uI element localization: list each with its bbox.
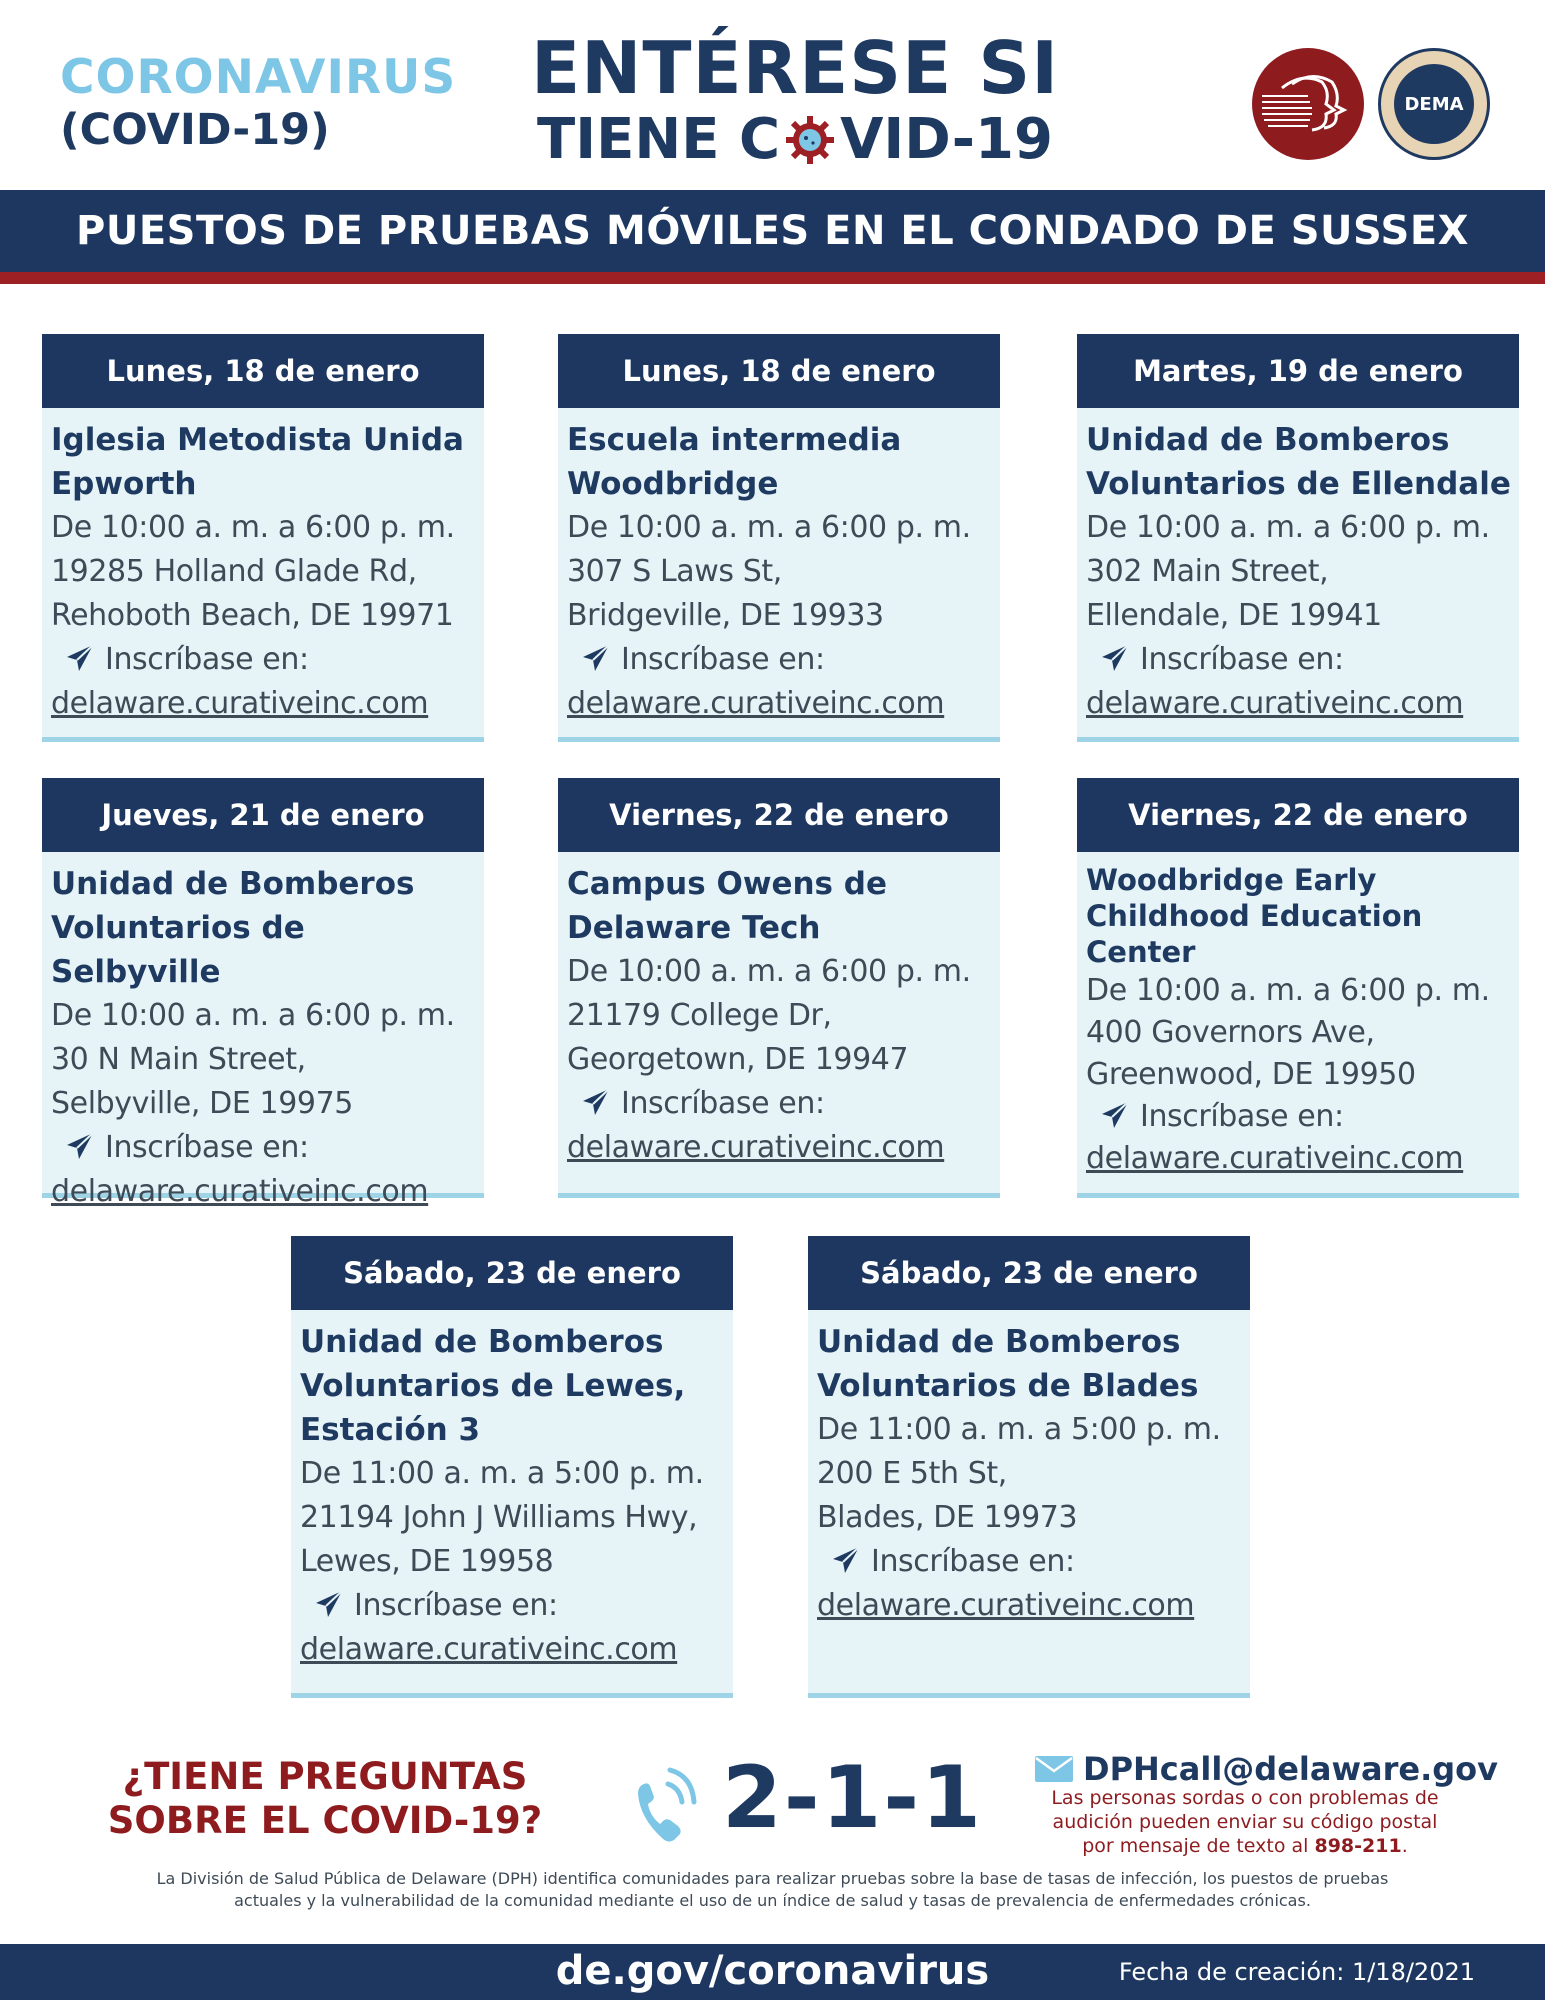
- site-card: [42, 334, 484, 742]
- register-label: Inscríbase en:: [105, 642, 309, 677]
- site-card: [1077, 778, 1519, 1198]
- hotline-number[interactable]: 2-1-1: [722, 1748, 983, 1848]
- site-card: [42, 778, 484, 1209]
- disclaimer-line-1: La División de Salud Pública de Delaware (DPH) identifica comunidades para realizar pruebas sobre la base de tasas de infección, los puestos de pruebas: [156, 1869, 1389, 1888]
- site-hours: De 10:00 a. m. a 6:00 p. m.: [567, 510, 971, 545]
- site-day: Viernes, 22 de enero: [609, 798, 949, 832]
- site-day-header: [558, 778, 1000, 852]
- paper-plane-icon: [65, 1131, 95, 1161]
- site-day: Lunes, 18 de enero: [622, 354, 936, 388]
- questions-heading: [60, 1755, 590, 1843]
- site-name-line: Unidad de Bomberos: [51, 866, 415, 902]
- coronavirus-label: CORONAVIRUS: [60, 50, 457, 105]
- site-hours: De 10:00 a. m. a 6:00 p. m.: [567, 954, 971, 989]
- site-day: Jueves, 21 de enero: [101, 798, 425, 832]
- site-address-line1: 400 Governors Ave,: [1086, 1015, 1375, 1050]
- register-label: Inscríbase en:: [105, 1130, 309, 1165]
- site-day: Viernes, 22 de enero: [1128, 798, 1468, 832]
- banner-red-stripe: [0, 272, 1545, 284]
- site-address-line2: Rehoboth Beach, DE 19971: [51, 598, 454, 633]
- title-line-2-a: TIENE C: [537, 107, 781, 172]
- site-name-line: Woodbridge Early: [1086, 863, 1377, 897]
- register-row: [567, 1082, 1000, 1126]
- register-row: [817, 1540, 1250, 1584]
- deaf-line-2: audición pueden enviar su código postal: [1052, 1811, 1438, 1833]
- questions-line-2: SOBRE EL COVID-19?: [107, 1799, 543, 1842]
- paper-plane-icon: [1100, 1100, 1130, 1130]
- envelope-icon: [1035, 1756, 1073, 1782]
- site-day-header: [558, 334, 1000, 408]
- site-hours: De 10:00 a. m. a 6:00 p. m.: [1086, 510, 1490, 545]
- site-day-header: [42, 778, 484, 852]
- banner-prefix: PUESTOS DE PRUEBAS MÓVILES EN EL CONDADO DE: [76, 208, 1291, 254]
- site-day-header: [42, 334, 484, 408]
- title-line-2-b: VID-19: [840, 107, 1053, 172]
- title-line-2: [520, 108, 1070, 172]
- deaf-text-info: [1035, 1786, 1455, 1858]
- site-day: Lunes, 18 de enero: [106, 354, 420, 388]
- header-left: [60, 52, 456, 156]
- paper-plane-icon: [314, 1589, 344, 1619]
- phone-icon: [628, 1760, 698, 1850]
- paper-plane-icon: [581, 643, 611, 673]
- site-address-line1: 200 E 5th St,: [817, 1456, 1007, 1491]
- site-address-line2: Bridgeville, DE 19933: [567, 598, 884, 633]
- faces-icon: [1252, 48, 1364, 160]
- site-address-line1: 302 Main Street,: [1086, 554, 1329, 589]
- website-link[interactable]: de.gov/coronavirus: [555, 1948, 990, 1994]
- site-address-line1: 21194 John J Williams Hwy,: [300, 1500, 698, 1535]
- page-title: [520, 28, 1070, 172]
- register-label: Inscríbase en:: [1140, 1099, 1344, 1134]
- site-address-line2: Georgetown, DE 19947: [567, 1042, 909, 1077]
- register-row: [51, 1126, 484, 1170]
- register-link[interactable]: delaware.curativeinc.com: [567, 686, 945, 721]
- site-name-line: Center: [1086, 935, 1196, 969]
- site-hours: De 11:00 a. m. a 5:00 p. m.: [300, 1456, 704, 1491]
- site-day: Sábado, 23 de enero: [860, 1256, 1198, 1290]
- site-address-line2: Lewes, DE 19958: [300, 1544, 554, 1579]
- site-address-line1: 19285 Holland Glade Rd,: [51, 554, 417, 589]
- site-name-line: Woodbridge: [567, 466, 779, 502]
- site-address-line2: Selbyville, DE 19975: [51, 1086, 353, 1121]
- email-link[interactable]: DPHcall@delaware.gov: [1083, 1750, 1499, 1788]
- site-name-line: Iglesia Metodista Unida: [51, 422, 464, 458]
- site-hours: De 10:00 a. m. a 6:00 p. m.: [51, 998, 455, 1033]
- paper-plane-icon: [1100, 643, 1130, 673]
- site-name-line: Campus Owens de: [567, 866, 888, 902]
- site-card: [1077, 334, 1519, 742]
- site-name-line: Unidad de Bomberos: [300, 1324, 664, 1360]
- site-name-line: Childhood Education: [1086, 899, 1423, 933]
- register-row: [300, 1584, 733, 1628]
- site-name-line: Estación 3: [300, 1412, 481, 1448]
- register-link[interactable]: delaware.curativeinc.com: [1086, 1141, 1464, 1176]
- footer-bar: [0, 1944, 1545, 2000]
- dph-logo: [1252, 48, 1364, 160]
- site-name-line: Voluntarios de Blades: [817, 1368, 1199, 1404]
- site-card: [558, 334, 1000, 742]
- site-hours: De 11:00 a. m. a 5:00 p. m.: [817, 1412, 1221, 1447]
- site-name-line: Epworth: [51, 466, 197, 502]
- register-label: Inscríbase en:: [621, 642, 825, 677]
- deaf-line-3: [1035, 1834, 1455, 1858]
- site-address-line2: Blades, DE 19973: [817, 1500, 1078, 1535]
- register-row: [1086, 1096, 1519, 1138]
- site-hours: De 10:00 a. m. a 6:00 p. m.: [1086, 973, 1490, 1008]
- disclaimer-line-2: actuales y la vulnerabilidad de la comunidad mediante el uso de un índice de salud y tasas de prevalencia de enfermedades crónicas.: [234, 1891, 1311, 1910]
- site-name-line: Voluntarios de Selbyville: [51, 910, 305, 990]
- register-link[interactable]: delaware.curativeinc.com: [51, 1174, 429, 1209]
- site-name-line: Unidad de Bomberos: [817, 1324, 1181, 1360]
- deaf-line-1: Las personas sordas o con problemas de: [1051, 1787, 1439, 1809]
- site-day: Martes, 19 de enero: [1133, 354, 1463, 388]
- register-link[interactable]: delaware.curativeinc.com: [567, 1130, 945, 1165]
- dema-logo: [1378, 48, 1490, 160]
- sussex-banner: [0, 190, 1545, 272]
- paper-plane-icon: [831, 1545, 861, 1575]
- register-link[interactable]: delaware.curativeinc.com: [51, 686, 429, 721]
- deaf-line-3-suffix: .: [1401, 1835, 1408, 1857]
- site-name-line: Voluntarios de Lewes,: [300, 1368, 686, 1404]
- deaf-line-3-prefix: por mensaje de texto al: [1082, 1835, 1315, 1857]
- register-link[interactable]: delaware.curativeinc.com: [300, 1632, 678, 1667]
- site-address-line1: 30 N Main Street,: [51, 1042, 306, 1077]
- site-name-line: Delaware Tech: [567, 910, 821, 946]
- site-day-header: [291, 1236, 733, 1310]
- site-day: Sábado, 23 de enero: [343, 1256, 681, 1290]
- disclaimer: [120, 1868, 1425, 1912]
- banner-county: SUSSEX: [1290, 208, 1469, 254]
- covid-label: (COVID-19): [60, 105, 330, 155]
- virus-icon: [784, 114, 836, 166]
- register-label: Inscríbase en:: [871, 1544, 1075, 1579]
- register-row: [51, 638, 484, 682]
- site-address-line1: 307 S Laws St,: [567, 554, 782, 589]
- register-link[interactable]: delaware.curativeinc.com: [1086, 686, 1464, 721]
- text-number: 898-211: [1314, 1835, 1402, 1857]
- site-hours: De 10:00 a. m. a 6:00 p. m.: [51, 510, 455, 545]
- logos: [1252, 48, 1490, 160]
- register-link[interactable]: delaware.curativeinc.com: [817, 1588, 1195, 1623]
- site-name-line: Voluntarios de Ellendale: [1086, 466, 1511, 502]
- register-row: [1086, 638, 1519, 682]
- register-label: Inscríbase en:: [354, 1588, 558, 1623]
- site-card: [808, 1236, 1250, 1698]
- register-label: Inscríbase en:: [621, 1086, 825, 1121]
- site-card: [558, 778, 1000, 1198]
- email-row: [1035, 1750, 1498, 1788]
- site-address-line2: Ellendale, DE 19941: [1086, 598, 1382, 633]
- questions-line-1: ¿TIENE PREGUNTAS: [122, 1755, 528, 1798]
- paper-plane-icon: [581, 1087, 611, 1117]
- register-row: [567, 638, 1000, 682]
- creation-date: Fecha de creación: 1/18/2021: [1118, 1958, 1475, 1986]
- site-day-header: [808, 1236, 1250, 1310]
- banner-text: [76, 208, 1469, 254]
- site-name-line: Unidad de Bomberos: [1086, 422, 1450, 458]
- site-card: [291, 1236, 733, 1698]
- paper-plane-icon: [65, 643, 95, 673]
- site-address-line2: Greenwood, DE 19950: [1086, 1057, 1416, 1092]
- site-day-header: [1077, 334, 1519, 408]
- site-name-line: Escuela intermedia: [567, 422, 902, 458]
- title-line-1: ENTÉRESE SI: [530, 26, 1060, 110]
- register-label: Inscríbase en:: [1140, 642, 1344, 677]
- site-day-header: [1077, 778, 1519, 852]
- dema-logo-text: DEMA: [1394, 64, 1474, 144]
- site-address-line1: 21179 College Dr,: [567, 998, 832, 1033]
